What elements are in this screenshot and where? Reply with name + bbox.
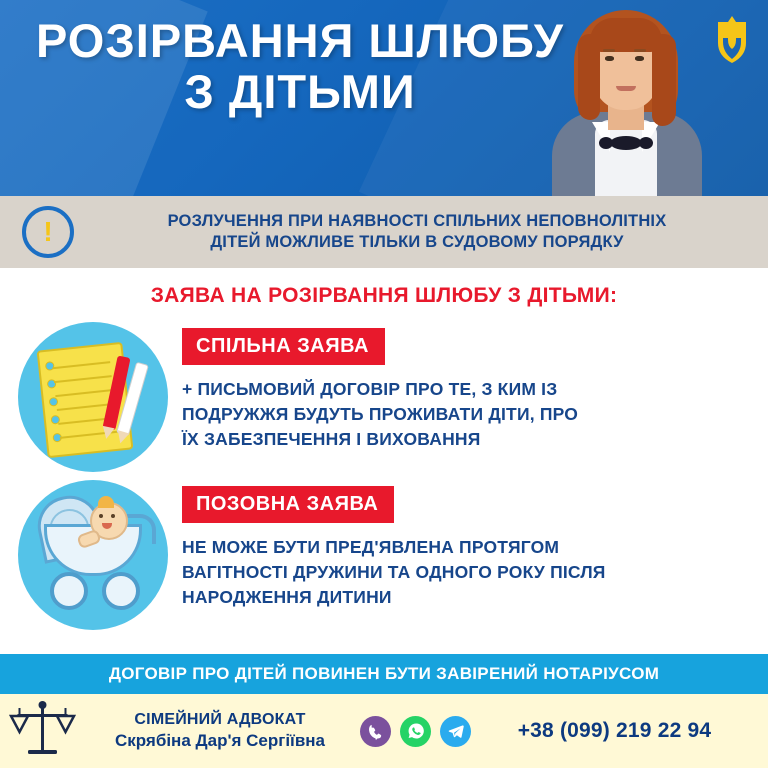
page-title [0, 16, 600, 118]
lawsuit-application-text-line-2: ВАГІТНОСТІ ДРУЖИНИ ТА ОДНОГО РОКУ ПІСЛЯ [182, 561, 606, 582]
eyebrow-left [603, 49, 615, 52]
baby-pram-icon [18, 480, 168, 630]
notice-text-line-2: ДІТЕЙ МОЖЛИВЕ ТІЛЬКИ В СУДОВОМУ ПОРЯДКУ [210, 233, 624, 251]
notary-bar [0, 654, 768, 694]
footer [0, 694, 768, 768]
eye-left [605, 56, 614, 61]
joint-application-text-line-3: ЇХ ЗАБЕЗПЕЧЕННЯ І ВИХОВАННЯ [182, 428, 481, 449]
social-icons [360, 716, 471, 747]
joint-application-label: СПІЛЬНА ЗАЯВА [182, 328, 385, 365]
ukraine-trident-emblem-icon [710, 14, 754, 64]
baby-eye-right [111, 514, 115, 518]
section-heading: ЗАЯВА НА РОЗІРВАННЯ ШЛЮБУ З ДІТЬМИ: [150, 284, 618, 307]
lawsuit-application-text-line-1: НЕ МОЖЕ БУТИ ПРЕД'ЯВЛЕНА ПРОТЯГОМ [182, 537, 560, 557]
eyebrow-right [634, 49, 646, 52]
header-banner [0, 0, 768, 196]
page-title-line-1: РОЗІРВАННЯ ШЛЮБУ [36, 14, 564, 67]
baby-hair [98, 496, 114, 508]
notice-bar [0, 196, 768, 268]
lawyer-info [86, 711, 354, 751]
hair-right [652, 34, 676, 126]
page-title-line-2: З ДІТЬМИ [184, 64, 416, 118]
lawyer-role: СІМЕЙНИЙ АДВОКАТ [134, 711, 306, 728]
notice-text [88, 211, 746, 253]
pram-wheel-right [102, 572, 140, 610]
joint-application-text-line-1: + ПИСЬМОВИЙ ДОГОВІР ПРО ТЕ, З КИМ ІЗ [182, 379, 558, 399]
notebook-pens-icon [18, 322, 168, 472]
phone-number[interactable]: +38 (099) 219 22 94 [517, 719, 712, 742]
lawsuit-application-text-line-3: НАРОДЖЕННЯ ДИТИНИ [182, 586, 392, 607]
exclamation-icon: ! [22, 206, 74, 258]
pram-handle [126, 514, 156, 544]
joint-application-content [182, 322, 744, 452]
main-content [0, 268, 768, 654]
section-joint-application [0, 322, 768, 472]
scales-of-justice-icon [0, 694, 86, 768]
lawyer-name: Скрябіна Дар'я Сергіївна [114, 731, 326, 750]
lawsuit-application-text [182, 535, 744, 610]
pram-wheel-left [50, 572, 88, 610]
joint-application-text-line-2: ПОДРУЖЖЯ БУДУТЬ ПРОЖИВАТИ ДІТИ, ПРО [182, 403, 579, 424]
viber-icon[interactable] [360, 716, 391, 747]
section-lawsuit-application [0, 480, 768, 630]
lawsuit-application-label: ПОЗОВНА ЗАЯВА [182, 486, 394, 523]
notice-text-line-1: РОЗЛУЧЕННЯ ПРИ НАЯВНОСТІ СПІЛЬНИХ НЕПОВНОЛІТНІХ [167, 211, 667, 230]
eye-right [635, 56, 644, 61]
telegram-icon[interactable] [440, 716, 471, 747]
notary-bar-text: ДОГОВІР ПРО ДІТЕЙ ПОВИНЕН БУТИ ЗАВІРЕНИЙ НОТАРІУСОМ [108, 664, 660, 683]
mouth [616, 86, 636, 91]
bow-tie [610, 136, 642, 150]
whatsapp-icon[interactable] [400, 716, 431, 747]
lawsuit-application-content [182, 480, 744, 610]
joint-application-text [182, 377, 744, 452]
baby-eye-left [99, 514, 103, 518]
